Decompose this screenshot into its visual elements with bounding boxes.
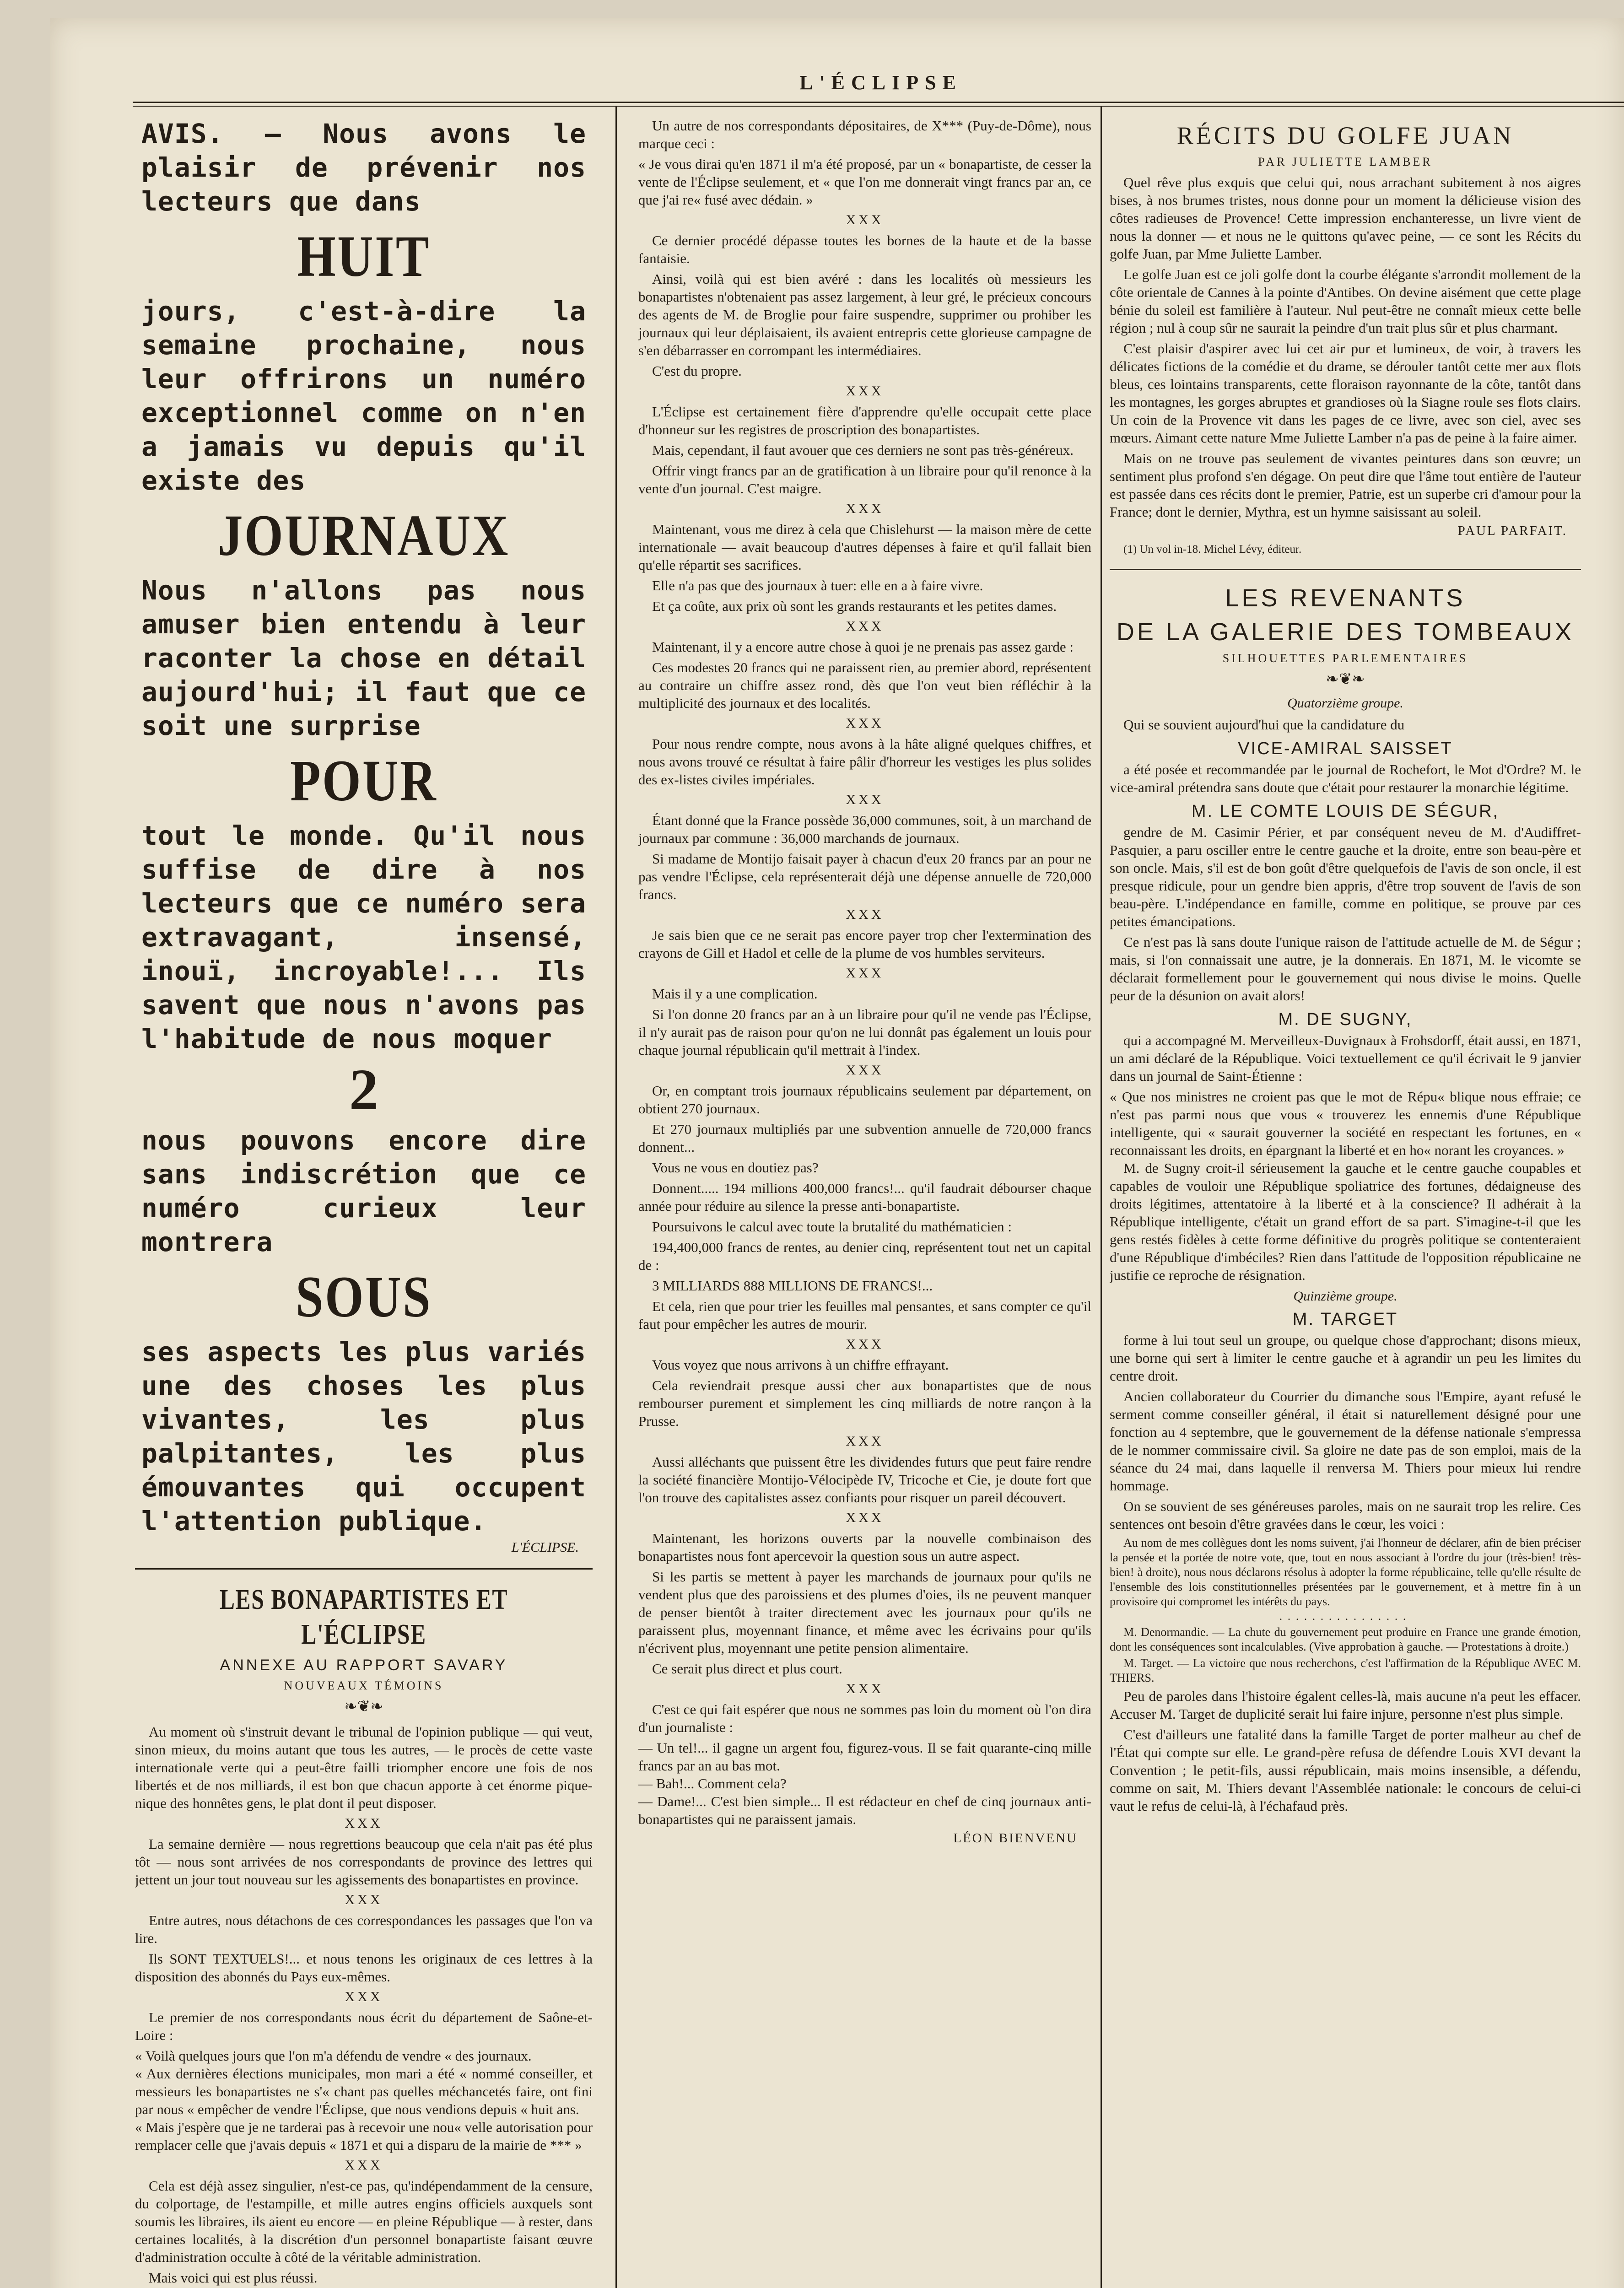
paragraph: Au moment où s'instruit devant le tribunal de l'opinion publique — qui veut, sinon mieux, du moins autant que tous les autres, — le procès de cette vaste internationale verte qui a peut-être failli triompher encore une fois de nos libertés et de nos milliards, il est bon que chacun apporte à cet énorme pique-nique des honnêtes gens, le plat dont il peut disposer. (135, 1724, 593, 1811)
avis-display-word: HUIT (297, 224, 431, 289)
column-2 (638, 117, 1091, 2288)
paragraph: Qui se souvient aujourd'hui que la candidature du (1123, 717, 1405, 733)
section-divider: XXX (846, 501, 884, 516)
paragraph: Je sais bien que ce ne serait pas encore payer trop cher l'extermination des crayons de Gill et Hadol et celle de la plume de vos humbles serviteurs. (638, 927, 1091, 961)
avis-text: jours, c'est-à-dire la semaine prochaine, nous leur offrirons un numéro exceptionnel comme on n'en a jamais vu depuis qu'il existe des (141, 296, 586, 496)
quotation: « Je vous dirai qu'en 1871 il m'a été proposé, par un « bonapartiste, de cesser la vente de l'Éclipse seulement, et « que l'on me donnerait vingt francs par an, ce que j'ai re« fusé avec dédain. » (638, 156, 1091, 208)
section-divider: XXX (345, 1989, 383, 2004)
article-kicker: NOUVEAUX TÉMOINS (284, 1679, 444, 1692)
avis-notice (135, 117, 593, 1538)
paragraph: Peu de paroles dans l'histoire égalent celles-là, mais aucune n'a peut les effacer. Accuser M. Target de duplicité serait lui faire injure, personne n'est plus simple. (1110, 1688, 1581, 1722)
paragraph: Mais il y a une complication. (652, 986, 818, 1002)
recits-signature: PAUL PARFAIT. (1457, 523, 1567, 538)
paragraph: Ainsi, voilà qui est bien avéré : dans les localités où messieurs les bonapartistes n'obtenaient pas assez largement, à leur gré, le précieux concours des agents de M. de Broglie pour faire suspendre, supprimer ou prohiber les journaux qui leur déplaisaient, ils avaient entrepris cette glorieuse campagne de s'en débarrasser en corrompant les intermédiaires. (638, 271, 1091, 358)
person-heading: M. DE SUGNY, (1278, 1010, 1413, 1029)
paragraph: C'est plaisir d'aspirer avec lui cet air pur et lumineux, de voir, à travers les délicates fictions de la comédie et du drame, se dérouler tantôt cette mer aux flots bleus, ces lointains transparents, cette floraison rayonnante de la côte, tantôt dans les montagnes, les gorges abruptes et grandioses où la Siagne roule ses flots clairs. Un coin de la Provence vit dans les pages de ce livre, avec son ciel, avec ses mœurs. Aimant cette nature Mme Juliette Lamber n'a pas de peine à la faire aimer. (1110, 340, 1581, 446)
paragraph: La semaine dernière — nous regrettions beaucoup que cela n'ait pas été plus tôt — nous sont arrivées de nos correspondants de province des lettres qui jettent un jour tout nouveau sur les agissements des bonapartistes en province. (135, 1836, 593, 1888)
section-divider: XXX (846, 212, 884, 227)
person-heading: M. LE COMTE LOUIS DE SÉGUR, (1191, 802, 1500, 821)
section-divider: XXX (846, 1337, 884, 1352)
section-divider: XXX (846, 1510, 884, 1525)
paragraph: Cela est déjà assez singulier, n'est-ce pas, qu'indépendamment de la censure, du colportage, de l'estampille, et mille autres engins officiels auxquels sont soumis les libraires, ils aient eu encore — en pleine République — à rester, dans certaines localités, à la discrétion d'un personnel bonapartiste faisant œuvre d'administration occulte à côté de la véritable administration. (135, 2178, 593, 2265)
paragraph: 3 MILLIARDS 888 MILLIONS DE FRANCS!... (652, 1278, 933, 1294)
quotation: « Mais j'espère que je ne tarderai pas à recevoir une nou« velle autorisation pour remplacer celle que j'avais depuis « 1871 et qui a disparu de la mairie de *** » (135, 2119, 593, 2153)
paragraph: M. de Sugny croit-il sérieusement la gauche et le centre gauche coupables et capables de vouloir une République spoliatrice des fortunes, dédaigneuse des droits légitimes, attentatoire à la liberté et à la conscience? Il adhérait à la République intelligente, c'était un grand effort de sa part. S'imagine-t-il que les gens restés fidèles à cette forme définitive du progrès politique se contenteraient d'une République d'imbéciles? Rien dans l'attitude de l'opposition républicaine ne justifie ce reproche de résignation. (1110, 1160, 1581, 1283)
revenants-title-1: LES REVENANTS (1225, 584, 1466, 612)
paragraph: Le golfe Juan est ce joli golfe dont la courbe élégante s'arrondit mollement de la côte orientale de Cannes à la pointe d'Antibes. On devine aisément que cette plage bénie du soleil est familière à l'auteur. Nul peut-être ne connaît mieux cette belle région ; nul à coup sûr ne saurait la peindre d'un trait plus sûr et plus charmant. (1110, 266, 1581, 336)
paragraph: Ce n'est pas là sans doute l'unique raison de l'attitude actuelle de M. de Ségur ; mais, si l'on connaissait une autre, je la donnerais. En 1871, M. le vicomte se déclarait formellement pour le gouvernement qui nous divise le moins. Quelle peur de la désunion on avait alors! (1110, 934, 1581, 1004)
ornament: ❧❦❧ (344, 1698, 383, 1715)
article-body (135, 1723, 593, 2287)
paragraph: Offrir vingt francs par an de gratification à un libraire pour qu'il renonce à la vente d'un journal. C'est maigre. (638, 463, 1091, 496)
paragraph: Pour nous rendre compte, nous avons à la hâte aligné quelques chiffres, et nous avons trouvé ce résultat à faire pâlir d'horreur les vestiges les plus solides des ex-listes civiles impériales. (638, 736, 1091, 788)
section-divider: XXX (846, 1434, 884, 1449)
column-1 (135, 117, 593, 2288)
paragraph: C'est du propre. (652, 363, 742, 379)
column-rule-2 (1101, 106, 1102, 2288)
quotation: — Bah!... Comment cela? (638, 1775, 787, 1792)
paragraph: Si l'on donne 20 francs par an à un libraire pour qu'il ne vende pas l'Éclipse, il n'y aurait pas de raison pour qu'on ne lui donnât pas également un louis pour chaque journal républicain qu'il mettrait à l'index. (638, 1006, 1091, 1058)
paragraph: Cela reviendrait presque aussi cher aux bonapartistes que de nous rembourser purement et simplement les cinq milliards de notre rançon à la Prusse. (638, 1377, 1091, 1429)
avis-display-word: SOUS (296, 1264, 432, 1329)
paragraph: C'est ce qui fait espérer que nous ne sommes pas loin du moment où l'on dira d'un journaliste : (638, 1701, 1091, 1735)
paragraph: Ce serait plus direct et plus court. (652, 1661, 842, 1677)
paragraph: 194,400,000 francs de rentes, au denier cinq, représentent tout net un capital de : (638, 1239, 1091, 1273)
section-divider: XXX (846, 716, 884, 731)
paragraph: Étant donné que la France possède 36,000 communes, soit, à un marchand de journaux par commune : 36,000 marchands de journaux. (638, 812, 1091, 846)
section-divider: XXX (846, 1681, 884, 1696)
avis-text: Nous n'allons pas nous amuser bien entendu à leur raconter la chose en détail aujourd'hui; il faut que ce soit une surprise (141, 575, 586, 741)
top-rule (133, 102, 1624, 107)
paragraph: Si les partis se mettent à payer les marchands de journaux pour qu'ils ne vendent plus que des paroissiens et des plumes d'oies, ils ne peuvent manquer de penser bientôt à traiter directement avec les journaux pour qu'ils ne paraissent plus, moyennant finance, et même avec les écrivains pour qu'ils n'écrivent plus, moyennant une petite pension alimentaire. (638, 1569, 1091, 1656)
paragraph: Maintenant, les horizons ouverts par la nouvelle combinaison des bonapartistes nous font apercevoir la question sous un autre aspect. (638, 1530, 1091, 1564)
paragraph: Ils SONT TEXTUELS!... et nous tenons les originaux de ces lettres à la disposition des abonnés du Pays eux-mêmes. (135, 1951, 593, 1985)
group-heading: Quinzième groupe. (1293, 1289, 1397, 1304)
paragraph: Un autre de nos correspondants dépositaires, de X*** (Puy-de-Dôme), nous marque ceci : (638, 118, 1091, 151)
small-print: Au nom de mes collègues dont les noms suivent, j'ai l'honneur de déclarer, afin de bien préciser la pensée et la portée de notre vote, que, tout en nous associant à l'ordre du jour (très-bien! très-bien! à droite), nous nous déclarons résolus à adopter la forme républicaine, telle qu'elle résulte de l'ensemble des lois constitutionnelles présentées par le gouvernement, et à mettre fin à un provisoire qui compromet les intérêts du pays. (1110, 1536, 1581, 1608)
section-divider: XXX (846, 792, 884, 807)
paragraph: Si madame de Montijo faisait payer à chacun d'eux 20 francs par an pour ne pas vendre l'Éclipse, cela représenterait déjà une dépense annuelle de 720,000 francs. (638, 851, 1091, 902)
paragraph: Mais on ne trouve pas seulement de vivantes peintures dans son œuvre; un sentiment plus profond s'en dégage. On peut dire que l'âme tout entière de l'auteur est passée dans ces récits dont le premier, Patrie, est un superbe cri d'amour pour la France; dont le dernier, Mythra, est un hymne saisissant au soleil. (1110, 450, 1581, 520)
section-divider: XXX (846, 907, 884, 922)
column-3 (1110, 117, 1581, 2288)
quotation: « Que nos ministres ne croient pas que le mot de Répu« blique nous effraie; ce n'est pas parmi nous que vous « trouverez les ennemis d'une République intelligente, qui « saurait gouverner la société en respectant les fortunes, en « reconnaissant les droits, en épargnant la liberté et en ho« norant les croyances. » (1110, 1089, 1581, 1158)
author-signature: LÉON BIENVENU (953, 1831, 1078, 1846)
separator (1110, 569, 1581, 570)
paragraph: gendre de M. Casimir Périer, et par conséquent neveu de M. d'Audiffret-Pasquier, a paru osciller entre le centre gauche et la droite, entre son beau-père et son oncle. Mais, s'il est de bon goût d'être quelquefois de l'avis de son oncle, il est presque ridicule, pour un gendre bien appris, d'être trop souvent de l'avis de son beau-père. L'indépendance en famille, comme en politique, se prouve par ces petites émancipations. (1110, 824, 1581, 929)
paragraph: Poursuivons le calcul avec toute la brutalité du mathématicien : (652, 1219, 1012, 1235)
section-divider: XXX (345, 2158, 383, 2173)
group-heading: Quatorzième groupe. (1287, 696, 1403, 711)
small-print: M. Denormandie. — La chute du gouvernement peut produire en France une grande émotion, dont les conséquences sont incalculables. (Vive approbation à gauche. — Protestations à droite.) (1110, 1625, 1581, 1653)
avis-text: nous pouvons encore dire sans indiscrétion que ce numéro curieux leur montrera (141, 1125, 586, 1257)
paragraph: Et ça coûte, aux prix où sont les grands restaurants et les petites dames. (652, 598, 1057, 614)
revenants-subtitle: SILHOUETTES PARLEMENTAIRES (1222, 652, 1468, 665)
revenants-body (1110, 696, 1581, 1815)
paragraph: Elle n'a pas que des journaux à tuer: elle en a à faire vivre. (652, 577, 983, 594)
avis-display-word: POUR (290, 748, 437, 813)
recits-byline: PAR JULIETTE LAMBER (1258, 155, 1433, 168)
quotation: « Aux dernières élections municipales, mon mari a été « nommé conseiller, et messieurs les bonapartistes ne s'« chant pas quelles méchancetés faire, ont fini par nous « empêcher de vendre l'Éclipse, que nous vendions depuis « huit ans. (135, 2066, 593, 2117)
person-heading: M. TARGET (1292, 1310, 1398, 1329)
section-divider: XXX (846, 966, 884, 981)
article-body-continued (638, 117, 1091, 1828)
revenants-title-2: DE LA GALERIE DES TOMBEAUX (1116, 618, 1575, 646)
avis-display-word: 2 (349, 1057, 378, 1122)
recits-body (1110, 173, 1581, 521)
avis-text: AVIS. — Nous avons le plaisir de prévenir nos lecteurs que dans (141, 118, 586, 217)
avis-text: tout le monde. Qu'il nous suffise de dire à nos lecteurs que ce numéro sera extravagant, insensé, inouï, incroyable!... Ils savent que nous n'avons pas l'habitude de nous moquer (141, 820, 586, 1054)
person-heading: VICE-AMIRAL SAISSET (1238, 739, 1453, 758)
section-divider: XXX (846, 1063, 884, 1078)
paragraph: Donnent..... 194 millions 400,000 francs!... qu'il faudrait débourser chaque année pour réduire au silence la presse anti-bonapartiste. (638, 1180, 1091, 1214)
paragraph: Et 270 journaux multipliés par une subvention annuelle de 720,000 francs donnent... (638, 1121, 1091, 1155)
recits-title: RÉCITS DU GOLFE JUAN (1176, 122, 1514, 149)
avis-text: ses aspects les plus variés une des choses les plus vivantes, les plus palpitantes, les plus émouvantes qui occupent l'attention publique. (141, 1336, 586, 1537)
paragraph: Ces modestes 20 francs qui ne paraissent rien, au premier abord, représentent au contraire un chiffre assez rond, dès que l'on veut bien réfléchir à la multiplicité des journaux et des localités. (638, 659, 1091, 711)
avis-display-word: JOURNAUX (218, 503, 510, 568)
paragraph: qui a accompagné M. Merveilleux-Duvignaux à Frohsdorff, était aussi, en 1871, un ami déclaré de la République. Voici textuellement ce qu'il écrivait le 9 janvier dans un journal de Saint-Étienne : (1110, 1032, 1581, 1084)
paragraph: a été posée et recommandée par le journal de Rochefort, le Mot d'Ordre? M. le vice-amiral prétendra sans doute que c'était pour restaurer la monarchie légitime. (1110, 761, 1581, 795)
quotation: — Dame!... C'est bien simple... Il est rédacteur en chef de cinq journaux anti-bonapartistes qui ne paraissent jamais. (638, 1793, 1091, 1827)
paragraph: Mais voici qui est plus réussi. (149, 2270, 318, 2286)
paragraph: Vous ne vous en doutiez pas? (652, 1160, 819, 1176)
small-print: M. Target. — La victoire que nous recherchons, c'est l'affirmation de la République AVEC M. THIERS. (1110, 1657, 1581, 1684)
recits-footnote: (1) Un vol in-18. Michel Lévy, éditeur. (1123, 543, 1302, 556)
section-divider: XXX (846, 383, 884, 399)
quotation: — Un tel!... il gagne un argent fou, figurez-vous. Il se fait quarante-cinq mille francs par an au bas mot. (638, 1740, 1091, 1774)
paragraph: Maintenant, vous me direz à cela que Chislehurst — la maison mère de cette internationale — avait beaucoup d'autres dépenses à faire et qu'il fallait bien qu'elle répartit ses sacrifices. (638, 521, 1091, 573)
paragraph: L'Éclipse est certainement fière d'apprendre qu'elle occupait cette place d'honneur sur les registres de proscription des bonapartistes. (638, 404, 1091, 437)
paragraph: Or, en comptant trois journaux républicains seulement par département, on obtient 270 journaux. (638, 1083, 1091, 1117)
ellipsis-divider: ................ (1279, 1611, 1411, 1623)
avis-signature: L'ÉCLIPSE. (511, 1540, 579, 1555)
section-divider: XXX (345, 1816, 383, 1831)
separator (135, 1568, 593, 1570)
paragraph: Maintenant, il y a encore autre chose à quoi je ne prenais pas assez garde : (652, 639, 1074, 655)
ornament: ❧❦❧ (1326, 671, 1365, 688)
paragraph: Quel rêve plus exquis que celui qui, nous arrachant subitement à nos aigres bises, à nos brumes tristes, nous donne pour un moment la délicieuse vision des côtes radieuses de Provence! Cette impression enchanteresse, un livre vient de nous la donner — et nous ne le quittons qu'avec peine, — ce sont les Récits du golfe Juan, par Mme Juliette Lamber. (1110, 174, 1581, 262)
paragraph: forme à lui tout seul un groupe, ou quelque chose d'approchant; disons mieux, une borne qui sert à limiter le centre gauche et à agrandir un peu les limites du centre droit. (1110, 1332, 1581, 1384)
paragraph: On se souvient de ses généreuses paroles, mais on ne saurait trop les relire. Ces sentences ont besoin d'être gravées dans le cœur, les voici : (1110, 1498, 1581, 1532)
section-divider: XXX (846, 619, 884, 634)
paragraph: Ancien collaborateur du Courrier du dimanche sous l'Empire, ayant refusé le serment comme conseiller général, il était si naturellement désigné pour une fonction au 4 septembre, que le gouvernement de la défense nationale s'empressa de le nommer commissaire civil. Sa gloire ne date pas de son emploi, mais de la séance du 24 mai, dans laquelle il renversa M. Thiers pour mieux lui rendre hommage. (1110, 1388, 1581, 1494)
masthead: L'ÉCLIPSE (799, 71, 962, 94)
paragraph: Aussi alléchants que puissent être les dividendes futurs que peut faire rendre la société financière Montijo-Vélocipède IV, Tricoche et Cie, je doute fort que l'on trouve des capitalistes assez confiants pour risquer un pareil découvert. (638, 1454, 1091, 1506)
paragraph: C'est d'ailleurs une fatalité dans la famille Target de porter malheur au chef de l'État qui compte sur elle. Le grand-père refusa de défendre Louis XVI devant la Convention ; le petit-fils, aussi républicain, mais moins insensible, a défendu, comme on sait, M. Thiers devant l'Assemblée nationale: le concours de celui-ci vaut le refus de celui-là, à l'échafaud près. (1110, 1727, 1581, 1814)
paragraph: Mais, cependant, il faut avouer que ces derniers ne sont pas très-généreux. (652, 442, 1074, 458)
column-rule-1 (615, 106, 617, 2288)
article-subtitle: ANNEXE AU RAPPORT SAVARY (220, 1657, 508, 1674)
paragraph: Et cela, rien que pour trier les feuilles mal pensantes, et sans compter ce qu'il faut pour empêcher les autres de mourir. (638, 1298, 1091, 1332)
article-title: LES BONAPARTISTES ET L'ÉCLIPSE (219, 1584, 508, 1650)
paragraph: Entre autres, nous détachons de ces correspondances les passages que l'on va lire. (135, 1912, 593, 1946)
paragraph: Le premier de nos correspondants nous écrit du département de Saône-et-Loire : (135, 2009, 593, 2043)
paragraph: Vous voyez que nous arrivons à un chiffre effrayant. (652, 1357, 949, 1373)
paragraph: Ce dernier procédé dépasse toutes les bornes de la haute et de la basse fantaisie. (638, 232, 1091, 266)
section-divider: XXX (345, 1892, 383, 1907)
quotation: « Voilà quelques jours que l'on m'a défendu de vendre « des journaux. (135, 2048, 532, 2064)
